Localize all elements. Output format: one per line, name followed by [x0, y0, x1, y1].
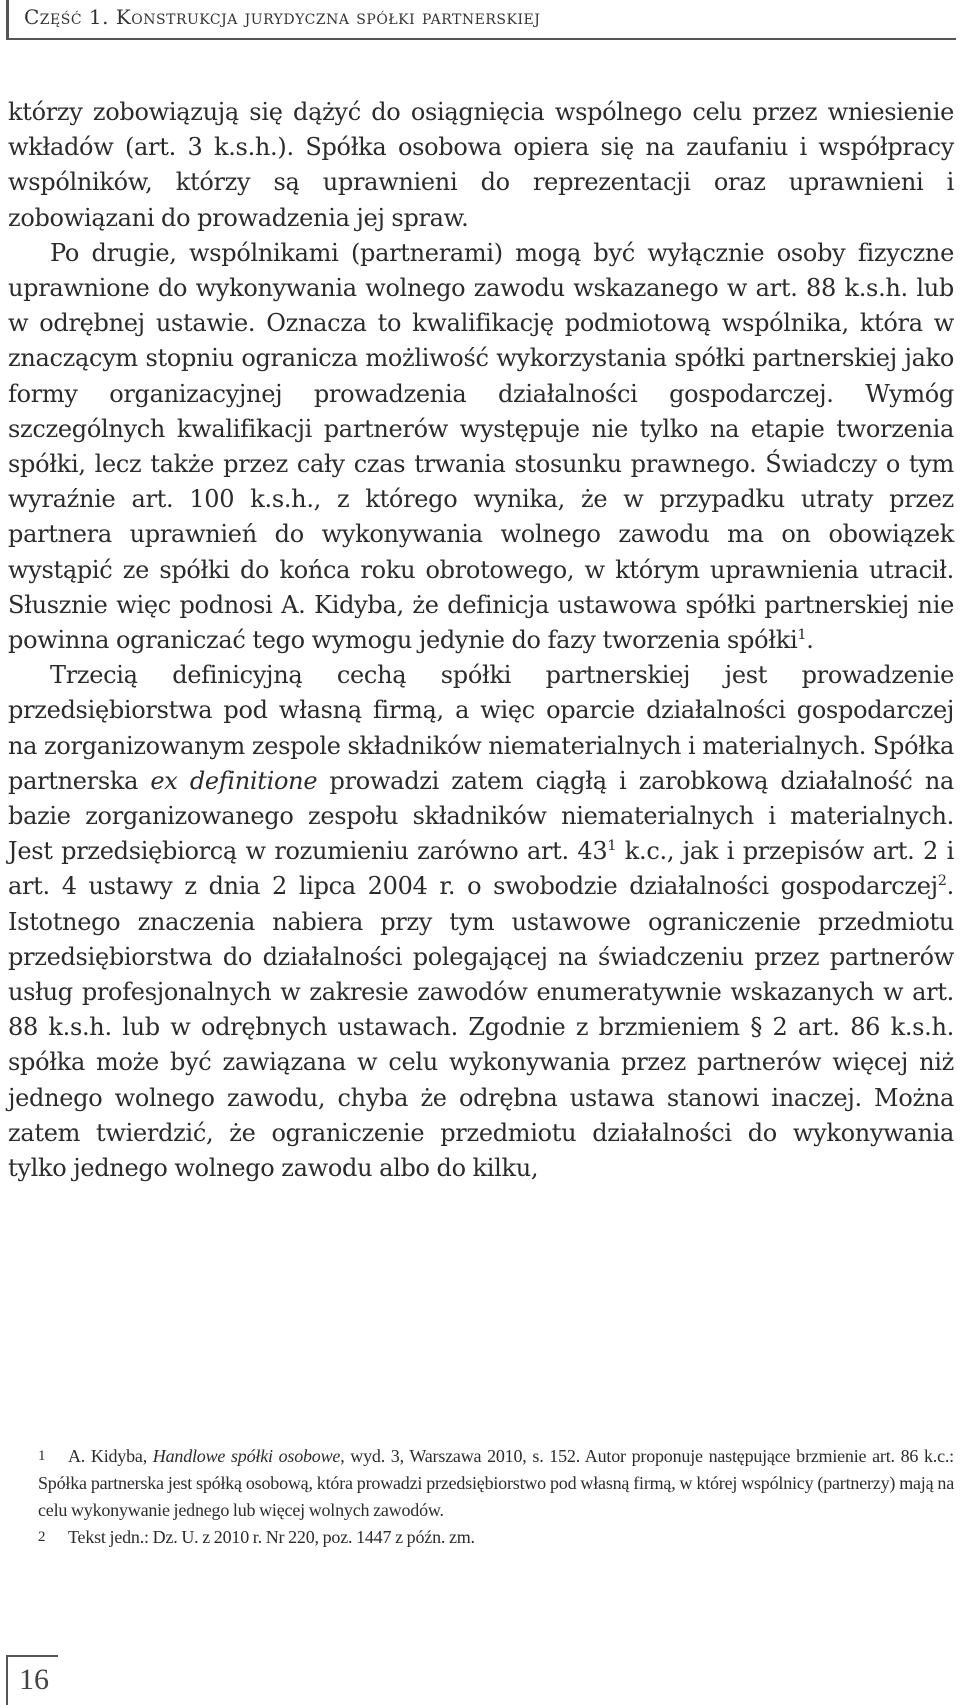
- footnote-ref-1[interactable]: 1: [797, 627, 807, 644]
- footnote-2-mark: 2: [38, 1529, 46, 1545]
- paragraph-2: [8, 236, 954, 658]
- footnote-1-text-b: , wyd. 3, Warszawa 2010, s. 152. Autor proponuje następujące brzmienie art. 86 k.c.: Spółka partnerska jest spółką osobową, która prowadzi przedsiębiorstwo pod własną firmą, w której wspólnicy (partnerzy) mają na celu wykonywanie jednego lub więcej wolnych zawodów.: [38, 1446, 954, 1520]
- footnote-2: [38, 1524, 954, 1551]
- running-header: [6, 0, 956, 40]
- footnote-2-text: Tekst jedn.: Dz. U. z 2010 r. Nr 220, poz. 1447 z późn. zm.: [68, 1527, 475, 1547]
- paragraph-1: [8, 95, 954, 236]
- footnote-ref-2[interactable]: 2: [937, 873, 947, 890]
- running-title: Część 1. Konstrukcja jurydyczna spółki partnerskiej: [24, 5, 541, 29]
- paragraph-2-end: .: [806, 626, 814, 655]
- paragraph-3-text-d: . Istotnego znaczenia nabiera przy tym ustawowe ograniczenie przedmiotu przedsiębiorstwa do działalności polegającej na świadczeniu przez partnerów usług profesjonalnych w zakresie zawodów enumeratywnie wskazanych w art. 88 k.s.h. lub w odrębnych ustawach. Zgodnie z brzmieniem § 2 art. 86 k.s.h. spółka może być zawiązana w celu wykonywania przez partnerów więcej niż jednego wolnego zawodu, chyba że odrębna ustawa stanowi inaczej. Można zatem twierdzić, że ograniczenie przedmiotu działalności do wykonywania tylko jednego wolnego zawodu albo do kilku,: [8, 872, 954, 1183]
- footnote-1-text-a: A. Kidyba,: [68, 1446, 153, 1466]
- paragraph-3-text-c: k.c., jak i przepisów art. 2 i art. 4 ustawy z dnia 2 lipca 2004 r. o swobodzie działalności gospodarczej: [8, 837, 954, 901]
- footnote-1-mark: 1: [38, 1448, 46, 1464]
- paragraph-3-text-a: Trzecią definicyjną cechą spółki partnerskiej jest prowadzenie przedsiębiorstwa pod własną firmą, a więc oparcie działalności gospodarczej na zorganizowanym zespole składników niematerialnych i materialnych. Spółka partnerska: [8, 661, 954, 795]
- paragraph-3: [8, 658, 954, 1186]
- footnote-1-italic: Handlowe spółki osobowe: [152, 1446, 341, 1466]
- paragraph-3-text-b: prowadzi zatem ciągłą i zarobkową działalność na bazie zorganizowanego zespołu składników niematerialnych i materialnych. Jest przedsiębiorcą w rozumieniu zarówno art. 43: [8, 766, 955, 866]
- paragraph-2-text: Po drugie, wspólnikami (partnerami) mogą być wyłącznie osoby fizyczne uprawnione do wykonywania wolnego zawodu wskazanego w art. 88 k.s.h. lub w odrębnej ustawie. Oznacza to kwalifikację podmiotową wspólnika, która w znaczącym stopniu ogranicza możliwość wykorzystania spółki partnerskiej jako formy organizacyjnej prowadzenia działalności gospodarczej. Wymóg szczególnych kwalifikacji partnerów występuje nie tylko na etapie tworzenia spółki, lecz także przez cały czas trwania stosunku prawnego. Świadczy o tym wyraźnie art. 100 k.s.h., z którego wynika, że w przypadku utraty przez partnera uprawnień do wykonywania wolnego zawodu ma on obowiązek wystąpić ze spółki do końca roku obrotowego, w którym uprawnienia utracił. Słusznie więc podnosi A. Kidyba, że definicja ustawowa spółki partnerskiej nie powinna ograniczać tego wymogu jedynie do fazy tworzenia spółki: [8, 238, 954, 655]
- page-number-box: [6, 1655, 58, 1705]
- footnotes: [38, 1443, 954, 1551]
- main-text: [8, 95, 954, 1186]
- paragraph-3-italic: ex definitione: [150, 766, 318, 795]
- superscript-article-number: 1: [607, 838, 617, 855]
- footnote-1: [38, 1443, 954, 1524]
- paragraph-1-text: którzy zobowiązują się dążyć do osiągnięcia wspólnego celu przez wniesienie wkładów (art. 3 k.s.h.). Spółka osobowa opiera się na zaufaniu i współpracy wspólników, którzy są uprawnieni do reprezentacji oraz uprawnieni i zobowiązani do prowadzenia jej spraw.: [8, 98, 954, 232]
- page-number: 16: [19, 1663, 49, 1696]
